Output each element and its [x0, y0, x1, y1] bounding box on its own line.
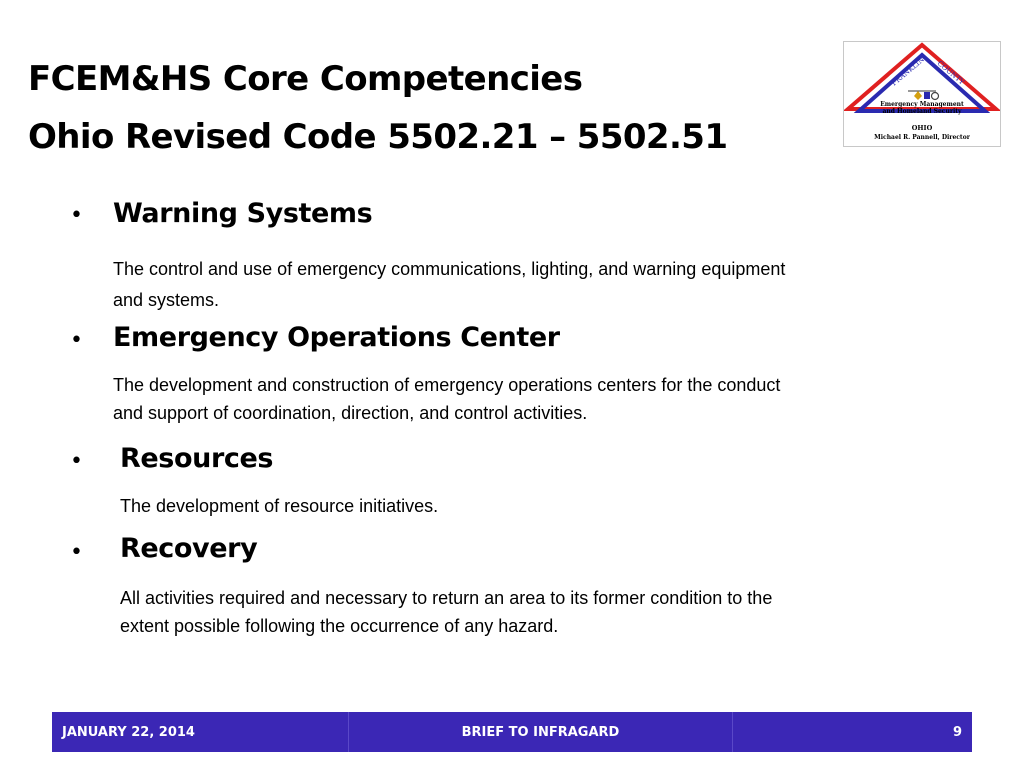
logo-emblem-icon: [844, 42, 1000, 146]
diamond-icon: [914, 91, 922, 100]
logo-line-2: and Homeland Security: [882, 108, 962, 115]
item-desc-line: and support of coordination, direction, and control activities.: [113, 403, 588, 423]
bullet-icon: •: [70, 449, 83, 474]
logo-director: Michael R. Pannell, Director: [874, 134, 970, 141]
item-desc-line: The development of resource initiatives.: [120, 496, 439, 516]
bullet-icon: •: [70, 540, 83, 565]
footer-page-number: 9: [952, 724, 962, 740]
slide-title: [28, 50, 828, 166]
item-desc-line: The control and use of emergency communications, lighting, and warning equipment: [113, 259, 786, 279]
title-line-2: Ohio Revised Code 5502.21 – 5502.51: [28, 117, 728, 157]
footer-title: BRIEF TO INFRAGARD: [349, 712, 733, 752]
item-desc-line: All activities required and necessary to return an area to its former condition to the: [120, 588, 773, 608]
logo-line-1: Emergency Management: [880, 101, 964, 108]
bullet-icon: •: [70, 328, 83, 353]
shield-icon: [924, 92, 930, 99]
item-heading-eoc: Emergency Operations Center: [113, 322, 560, 353]
logo-state: OHIO: [911, 124, 933, 132]
footer-date: JANUARY 22, 2014: [52, 712, 349, 752]
bullet-icon: •: [70, 203, 83, 228]
item-heading-resources: Resources: [120, 443, 274, 474]
item-desc-line: extent possible following the occurrence of any hazard.: [120, 616, 559, 636]
item-heading-warning-systems: Warning Systems: [113, 198, 373, 229]
item-heading-recovery: Recovery: [120, 533, 258, 564]
logo-franklin-text: FRANKLIN: [890, 55, 926, 88]
slide-footer: [52, 712, 972, 752]
franklin-county-ema-logo: [843, 41, 1001, 147]
gear-icon: [932, 93, 939, 100]
title-line-1: FCEM&HS Core Competencies: [28, 59, 583, 99]
logo-county-text: COUNTY: [935, 59, 966, 87]
item-desc-line: The development and construction of emergency operations centers for the conduct: [113, 375, 781, 395]
item-desc-line: and systems.: [113, 290, 220, 310]
